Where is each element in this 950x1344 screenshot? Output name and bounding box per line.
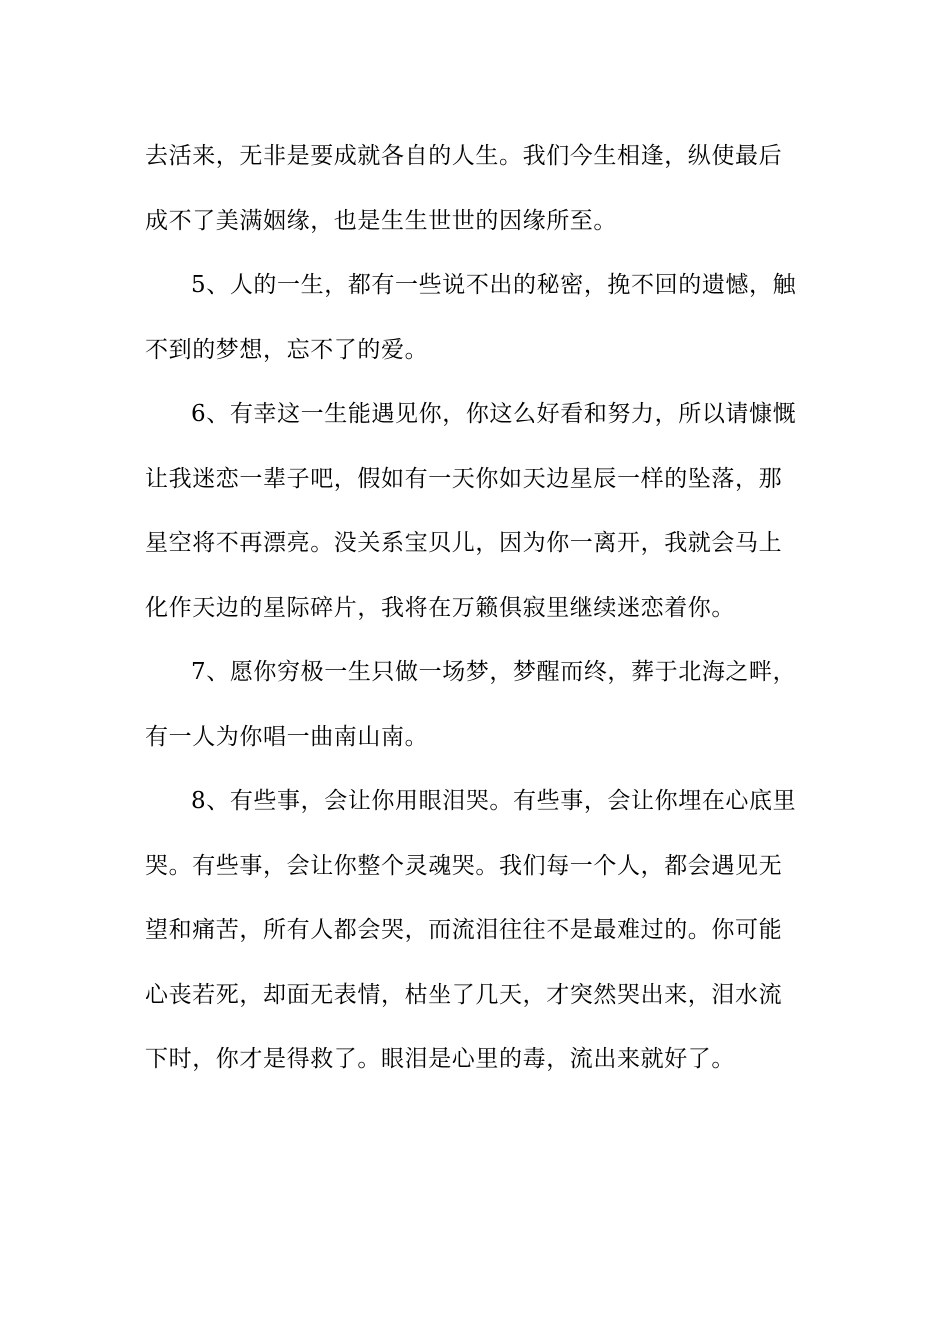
- paragraph-6-start: 6、有幸这一生能遇见你，你这么好看和努力，所以请慷慨: [191, 401, 797, 427]
- text-line: 心丧若死，却面无表情，枯坐了几天，才突然哭出来，泪水流: [145, 981, 783, 1008]
- text-line: 成不了美满姻缘，也是生生世世的因缘所至。: [145, 207, 617, 234]
- text-line: 去活来，无非是要成就各自的人生。我们今生相逢，纵使最后: [145, 143, 783, 169]
- text-line: 让我迷恋一辈子吧，假如有一天你如天边星辰一样的坠落，那: [145, 465, 783, 492]
- paragraph-5-start: 5、人的一生，都有一些说不出的秘密，挽不回的遗憾，触: [191, 272, 797, 298]
- paragraph-7-start: 7、愿你穷极一生只做一场梦，梦醒而终，葬于北海之畔，: [191, 659, 797, 685]
- body-text: [145, 124, 805, 1092]
- text-line: 化作天边的星际碎片，我将在万籁俱寂里继续迷恋着你。: [145, 594, 735, 621]
- text-line: 哭。有些事，会让你整个灵魂哭。我们每一个人，都会遇见无: [145, 852, 783, 879]
- text-line: 有一人为你唱一曲南山南。: [145, 723, 429, 750]
- paragraph-8-start: 8、有些事，会让你用眼泪哭。有些事，会让你埋在心底里: [191, 788, 797, 814]
- text-line: 星空将不再漂亮。没关系宝贝儿，因为你一离开，我就会马上: [145, 530, 783, 556]
- text-line: 望和痛苦，所有人都会哭，而流泪往往不是最难过的。你可能: [145, 917, 783, 943]
- text-line: 不到的梦想，忘不了的爱。: [145, 336, 429, 363]
- text-line: 下时，你才是得救了。眼泪是心里的毒，流出来就好了。: [145, 1046, 735, 1072]
